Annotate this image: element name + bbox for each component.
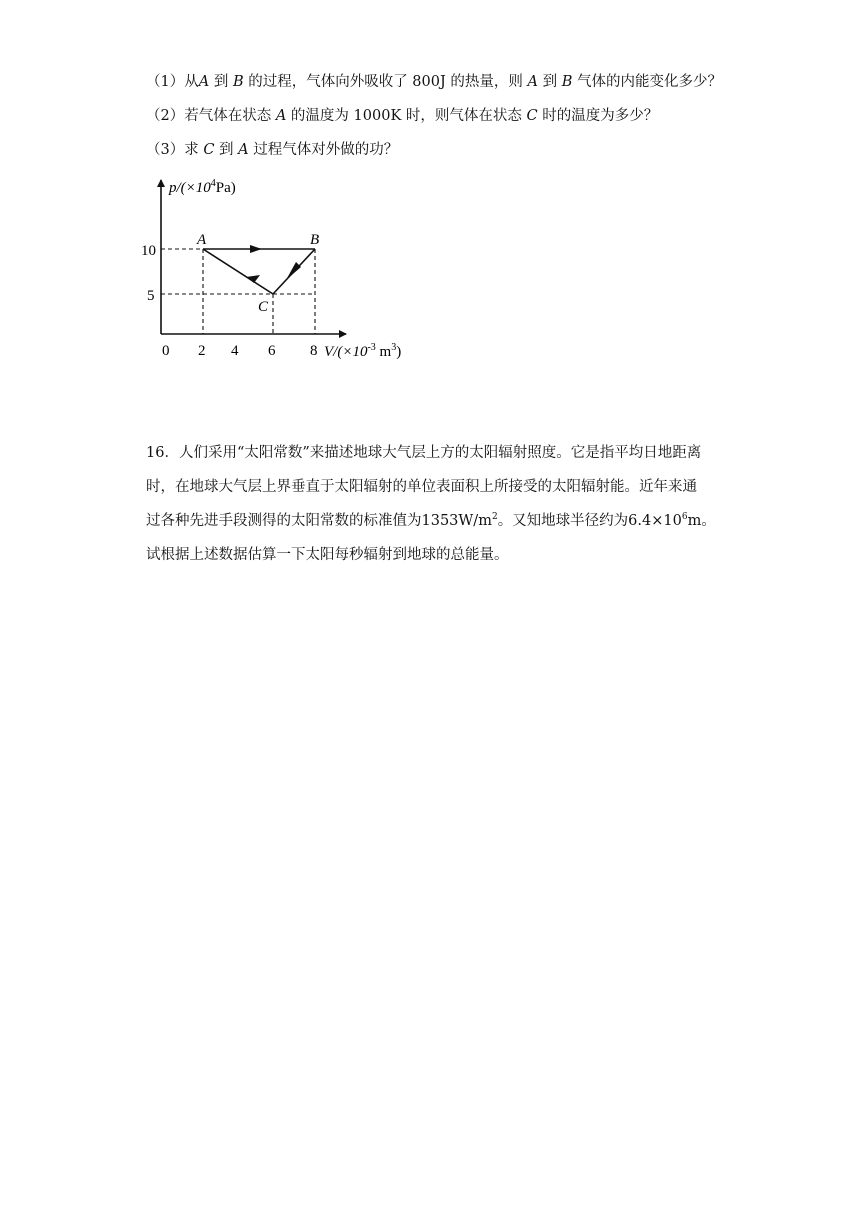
pv-diagram [134,170,434,370]
q3-text-end: 过程气体对外做的功？ [248,142,399,158]
q2-var-a: A [275,108,287,124]
problem-16-line-1: 16．人们采用“太阳常数”来描述地球大气层上方的太阳辐射照度。它是指平均日地距离 [146,445,702,461]
q2-var-c: C [526,108,538,124]
q3-var-c: C [203,142,215,158]
x-tick-2: 2 [198,343,206,359]
q2-text-prefix: （2）若气体在状态 [146,108,276,124]
x-tick-8: 8 [310,343,318,359]
arrow-ca [246,275,260,283]
q3-text: 到 [214,142,239,158]
q3-text-prefix: （3）求 [146,142,204,158]
q3-var-a: A [238,142,249,158]
q1-text: 的过程，气体向外吸收了 800J 的热量，则 [243,74,528,90]
q1-var-a: A [198,74,210,90]
question-2 [146,106,658,126]
q1-var-b: B [232,74,244,90]
x-tick-4: 4 [231,343,239,359]
question-3 [146,140,398,160]
problem-16-line-2: 时，在地球大气层上界垂直于太阳辐射的单位表面积上所接受的太阳辐射能。近年来通 [146,479,697,495]
y-tick-10: 10 [141,243,156,259]
x-axis-label: $V/(\times 10^{-3}$ $m^3$) [324,342,402,360]
question-1 [146,72,722,92]
q1-text-end: 气体的内能变化多少？ [572,74,722,90]
q1-var-b: B [561,74,573,90]
x-tick-6: 6 [268,343,276,359]
q1-text: 到 [209,74,233,90]
path-c-a [203,249,273,294]
q2-text: 的温度为 1000K 时，则气体在状态 [286,108,527,124]
problem-16-text: m。 [687,513,716,529]
problem-16-line-4: 试根据上述数据估算一下太阳每秒辐射到地球的总能量。 [146,547,509,563]
q1-text: 到 [538,74,562,90]
q1-text-prefix: （1）从 [146,74,199,90]
arrow-bc [286,262,301,280]
q1-var-a: A [527,74,539,90]
problem-16-text: 。又知地球半径约为6.4×10 [497,513,682,529]
y-tick-5: 5 [147,288,155,304]
x-tick-0: 0 [162,343,170,359]
problem-16-exponent: 6 [681,512,688,523]
y-axis-label: $p/(\times 10^4Pa)$ [169,178,236,196]
point-a-label: A [197,232,207,248]
problem-16-line-3 [146,511,716,531]
q2-text-end: 时的温度为多少？ [537,108,659,124]
arrow-ab [250,245,262,253]
point-b-label: B [310,232,320,248]
point-c-label: C [258,299,269,315]
problem-16-text: 过各种先进手段测得的太阳常数的标准值为1353W/m [146,513,492,529]
problem-16-exponent: 2 [491,512,498,523]
